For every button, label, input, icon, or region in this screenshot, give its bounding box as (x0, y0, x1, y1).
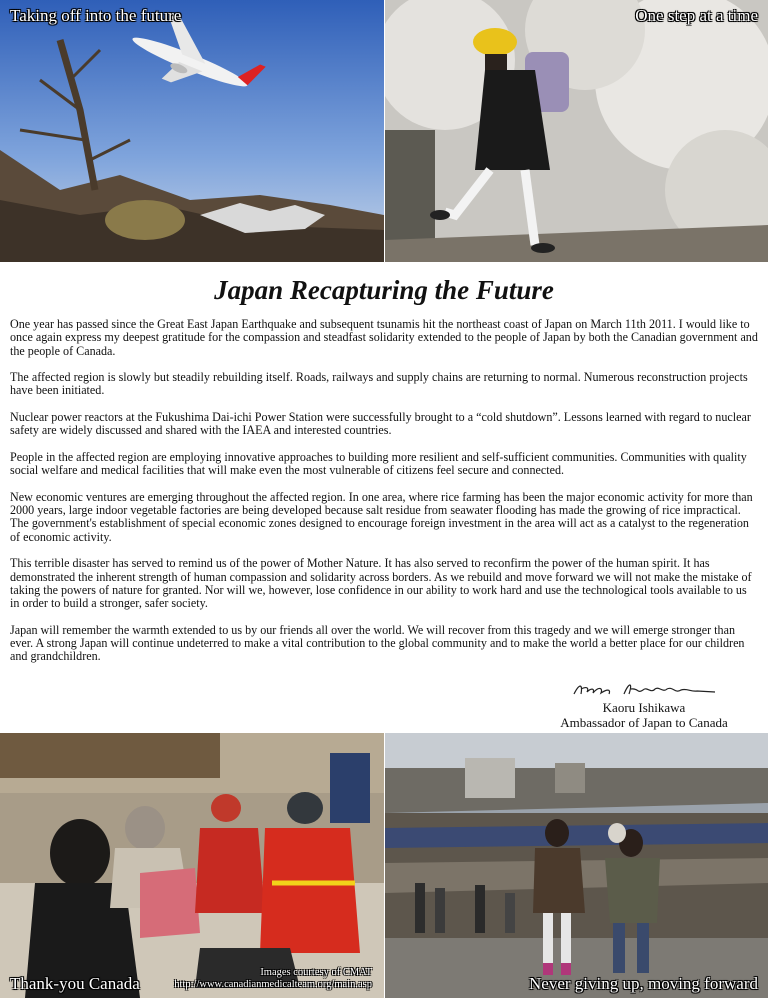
caption-taking-off: Taking off into the future (10, 6, 182, 25)
paragraph: One year has passed since the Great East Japan Earthquake and subsequent tsunamis hit the northeast coast of Japan on March 11th 2011. I would like to once again express my deepest gratitude for the compassion and steadfast solidarity extended to the people of Japan by both the Canadian government and the people of Canada. (10, 317, 758, 358)
letter-body (10, 318, 758, 677)
signer-name: Kaoru Ishikawa (602, 700, 686, 715)
credit-url: http://www.canadianmedicalteam.org/main.asp (174, 979, 372, 990)
signature-block (544, 680, 744, 730)
photo-survivors-walking (385, 733, 768, 998)
handwritten-signature (569, 680, 719, 698)
caption-one-step: One step at a time (635, 6, 758, 25)
paragraph: New economic ventures are emerging throughout the affected region. In one area, where rice farming has been the major economic activity for more than 2000 years, large indoor vegetable factories are being developed because salt residue from seawater flooding has made the growing of rice impractical. The government's establishment of special economic zones designed to encourage foreign investment in the area will act as a catalyst to the regeneration of economic activity. (10, 489, 753, 544)
credit-text: Images courtesy of CMAT (260, 967, 372, 978)
paragraph: This terrible disaster has served to remind us of the power of Mother Nature. It has also served to reconfirm the power of the human spirit. It has demonstrated the inherent strength of human compassion and solidarity across borders. As we rebuild and move forward we will not make the mistake of taking the powers of nature for granted. Nor will we, however, lose confidence in our ability to work hard and use the technological tools available to us in order to build a stronger, safer society. (10, 556, 752, 611)
image-credit (174, 967, 372, 991)
signer-position: Ambassador of Japan to Canada (560, 715, 728, 730)
paragraph: The affected region is slowly but steadily rebuilding itself. Roads, railways and supply chains are returning to normal. Numerous reconstruction projects have been initiated. (10, 370, 748, 398)
photo-medical-team (0, 733, 384, 998)
photo-schoolgirl-walking (385, 0, 768, 262)
photo-plane-takeoff (0, 0, 384, 262)
page-title: Japan Recapturing the Future (214, 275, 554, 305)
caption-never-giving-up: Never giving up, moving forward (529, 974, 758, 993)
paragraph: Japan will remember the warmth extended to us by our friends all over the world. We will recover from this tragedy and we will emerge stronger than ever. A strong Japan will continue undeterred to make a vital contribution to the global community and to make the world a better place for our children and grandchildren. (10, 622, 745, 664)
paragraph: People in the affected region are employing innovative approaches to building more resilient and self-sufficient communities. Communities with quality social welfare and medical facilities that will make even the most vulnerable of citizens feel secure and connected. (10, 449, 747, 478)
paragraph: Nuclear power reactors at the Fukushima Dai-ichi Power Station were successfully brought to a “cold shutdown”. Lessons learned with regard to nuclear safety are widely discussed and shared with the IAEA and interested countries. (10, 410, 751, 438)
caption-thank-you: Thank-you Canada (10, 974, 140, 993)
